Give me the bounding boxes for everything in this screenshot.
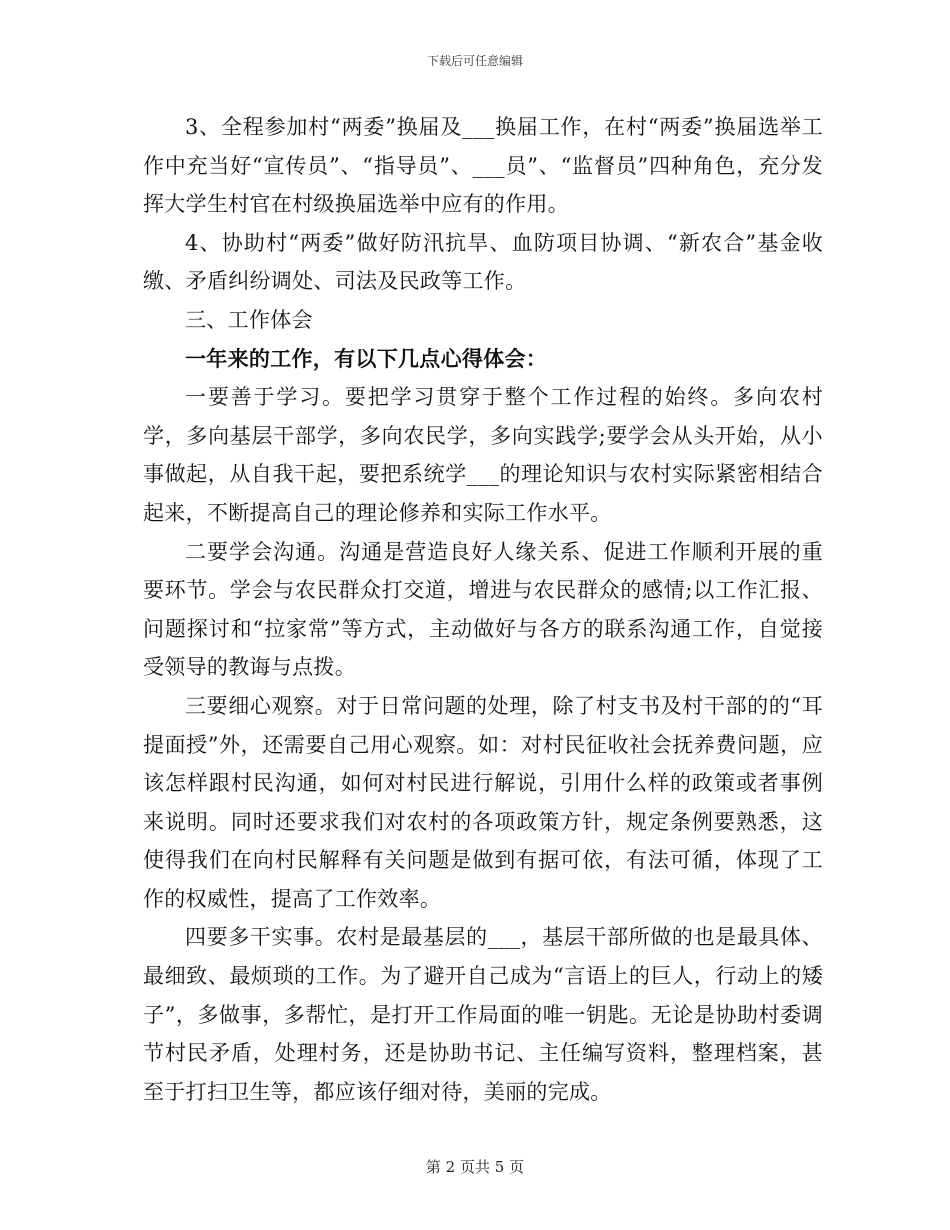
paragraph-practical-work: 四要多干实事。农村是最基层的___，基层干部所做的也是最具体、最细致、最烦琐的工作。为了避开自己成为“言语上的巨人，行动上的矮子”，多做事，多帮忙，是打开工作局面的唯一钥匙。无论是协助村委调节村民矛盾，处理村务，还是协助书记、主任编写资料，整理档案，甚至于打扫卫生等，都应该仔细对待，美丽的完成。 xyxy=(143,925,823,1104)
paragraph-learning: 一要善于学习。要把学习贯穿于整个工作过程的始终。多向农村学，多向基层干部学，多向农民学，多向实践学;要学会从头开始，从小事做起，从自我干起，要把系统学___的理论知识与农村实际紧密相结合起来，不断提高自己的理论修养和实际工作水平。 xyxy=(143,385,823,525)
document-body xyxy=(143,108,823,1111)
paragraph-observation: 三要细心观察。对于日常问题的处理，除了村支书及村干部的的“耳提面授”外，还需要自己用心观察。如：对村民征收社会抚养费问题，应该怎样跟村民沟通，如何对村民进行解说，引用什么样的政策或者事例来说明。同时还要求我们对农村的各项政策方针，规定条例要熟悉，这使得我们在向村民解释有关问题是做到有据可依，有法可循，体现了工作的权威性，提高了工作效率。 xyxy=(143,693,823,911)
paragraph-communication: 二要学会沟通。沟通是营造良好人缘关系、促进工作顺利开展的重要环节。学会与农民群众打交道，增进与农民群众的感情;以工作汇报、问题探讨和“拉家常”等方式，主动做好与各方的联系沟通工作，自觉接受领导的教诲与点拨。 xyxy=(143,539,823,680)
page-footer: 第 2 页共 5 页 xyxy=(425,1158,525,1176)
paragraph-item-3: 3、全程参加村“两委”换届及___换届工作，在村“两委”换届选举工作中充当好“宣传员”、“指导员”、___员”、“监督员”四种角色，充分发挥大学生村官在村级换届选举中应有的作用。 xyxy=(143,115,823,217)
paragraph-item-4: 4、协助村“两委”做好防汛抗旱、血防项目协调、“新农合”基金收缴、矛盾纠纷调处、司法及民政等工作。 xyxy=(143,230,823,294)
section-heading: 三、工作体会 xyxy=(185,307,313,332)
page-header: 下载后可任意编辑 xyxy=(426,54,523,68)
section-subheading: 一年来的工作，有以下几点心得体会： xyxy=(185,345,548,371)
